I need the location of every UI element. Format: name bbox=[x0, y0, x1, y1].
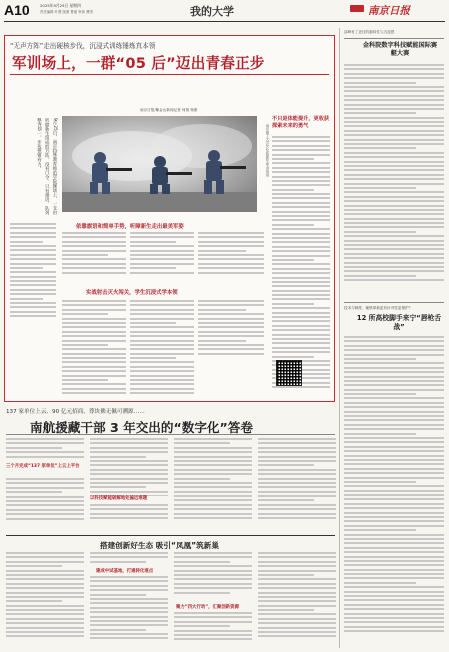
bottom-col-3 bbox=[174, 552, 252, 600]
right-story2-text bbox=[344, 336, 444, 646]
lead-sub-2: 实战射击灭火闯关，学生沉浸式学本领 bbox=[86, 290, 178, 296]
soldiers-illustration bbox=[62, 116, 257, 212]
second-col-1b bbox=[6, 478, 84, 528]
body-col-3 bbox=[198, 232, 264, 280]
bottom-col-2 bbox=[90, 552, 168, 566]
body-col-4 bbox=[62, 300, 126, 398]
lead-side-head: 不只是体能提升，更收获探索未来的勇气 bbox=[272, 116, 330, 129]
second-rule bbox=[6, 434, 335, 435]
qr-code[interactable] bbox=[276, 360, 302, 386]
body-col-5 bbox=[130, 300, 194, 398]
bottom-col-4 bbox=[258, 552, 336, 648]
lead-headline: 军训场上，一群“05 后”迈出青春正步 bbox=[12, 55, 265, 72]
right-story2-kicker: 技术与制度、硬核革新更有针对性更保护？ bbox=[344, 306, 413, 310]
bottom-col-1 bbox=[6, 552, 84, 648]
side-column-text bbox=[272, 136, 330, 398]
second-col-1 bbox=[6, 438, 84, 462]
right-rule-2 bbox=[344, 302, 444, 303]
body-col-1 bbox=[62, 232, 126, 280]
bottom-rule bbox=[6, 535, 335, 536]
right-story2-head: 12 所高校脚手来宁“唇枪舌战” bbox=[356, 314, 442, 331]
editors-line: 责任编辑 叶慧 版面 曹丽 审读 曹国 bbox=[40, 10, 93, 14]
lead-rule bbox=[10, 74, 329, 75]
bottom-headline: 搭建创新好生态 吸引“凤凰”筑新巢 bbox=[100, 541, 219, 550]
right-story1-text bbox=[344, 64, 444, 290]
military-training-photo bbox=[62, 116, 257, 212]
second-col-4 bbox=[258, 438, 336, 528]
second-headline: 南航援藏干部 3 年交出的“数字化”答卷 bbox=[30, 420, 253, 435]
second-kicker: 137 家单位上云、90 亿元招商、尊块佛无佩可溯源…… bbox=[6, 409, 145, 415]
bottom-sub-a: 建成中试基地，打通转化难点 bbox=[96, 569, 154, 574]
body-col-6 bbox=[198, 300, 264, 360]
lead-intro-text-block bbox=[10, 223, 56, 323]
lead-intro: 9月25日，南京特殊教育师范学院操场上，一支由听障新生组成的方阵，没有口令，只有旗语，队列整齐划一，步伐铿锵有力。 bbox=[36, 118, 57, 215]
bottom-col-3b bbox=[174, 612, 252, 648]
body-col-2 bbox=[130, 232, 194, 280]
section-title: 我的大学 bbox=[190, 5, 234, 18]
lead-byline: 南京日报/紫金山新闻记者 何晟 杨康 bbox=[140, 108, 198, 112]
right-story1-head: 金科院数字科技赋能国际赛艇大赛 bbox=[362, 42, 438, 58]
second-col-3 bbox=[174, 438, 252, 528]
photo-caption: 南京理工大学2025级新生军训现场 bbox=[265, 124, 269, 177]
masthead bbox=[0, 0, 449, 24]
logo-mark bbox=[350, 5, 364, 12]
masthead-rule bbox=[4, 21, 445, 22]
second-col-2 bbox=[90, 438, 168, 528]
second-sub-b: 以科技赋能破解地处偏远难题 bbox=[90, 496, 170, 502]
date-line: 2025年9月25日 星期四 bbox=[40, 3, 81, 8]
paper-logo: 南京日报 bbox=[368, 5, 410, 17]
bottom-col-2b bbox=[90, 576, 168, 648]
lead-sub-1: 依靠旗语和简单手势，听障新生走出最美军姿 bbox=[76, 224, 184, 230]
right-column-rule bbox=[339, 28, 340, 648]
page-number: A10 bbox=[4, 2, 30, 18]
second-sub-a: 三个月完成“137 家单位”上云上平台 bbox=[6, 464, 80, 469]
bottom-sub-b: 聚力“四大行动”，汇聚创新资源 bbox=[176, 605, 239, 610]
right-rule-1 bbox=[344, 38, 444, 39]
right-top-note: 邵峰有了更佳的趣味性与沉浸感 bbox=[344, 30, 395, 34]
lead-kicker: “无声方阵”走出硬核步伐，沉浸式训练锤炼真本领 bbox=[10, 42, 156, 50]
